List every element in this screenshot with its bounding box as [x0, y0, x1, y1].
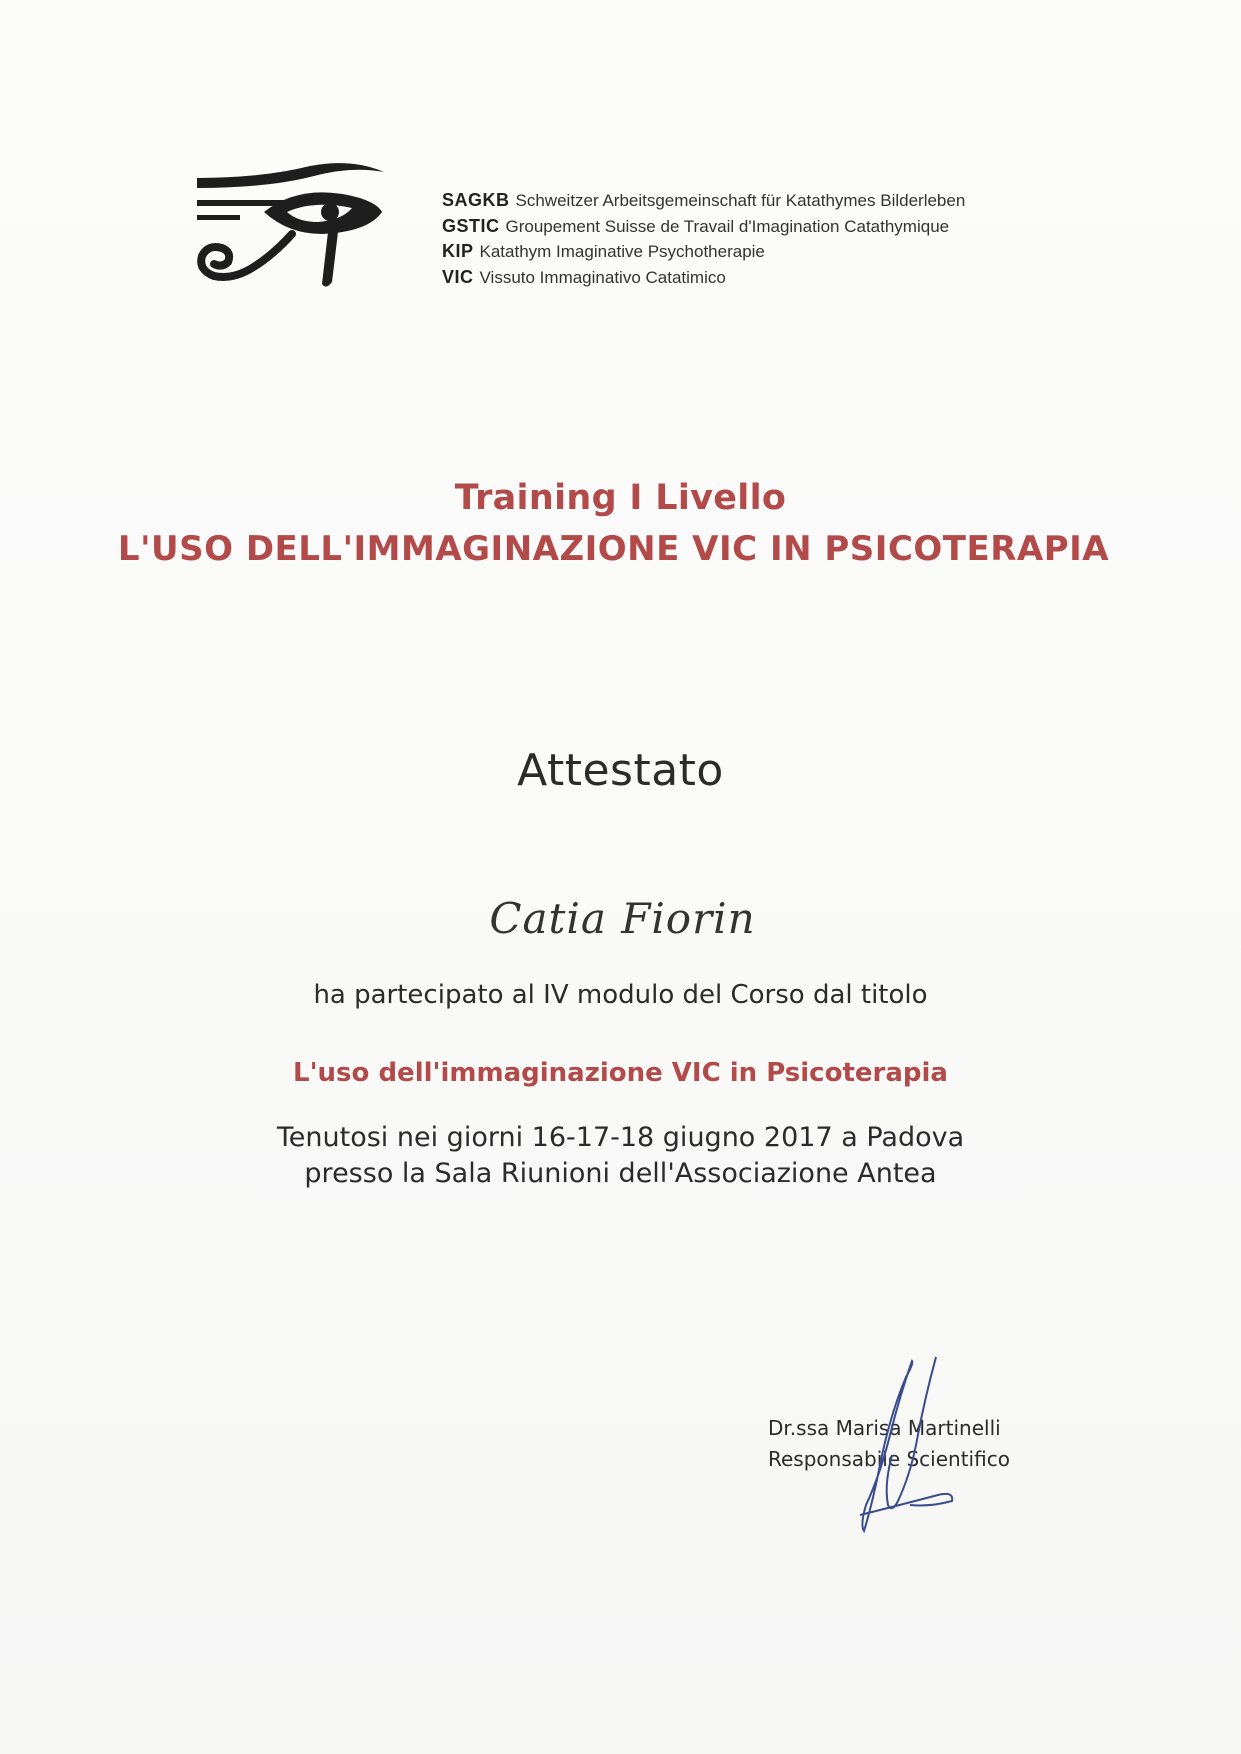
participation-statement: ha partecipato al IV modulo del Corso dal titolo	[313, 980, 928, 1010]
training-level-title: Training I Livello	[454, 478, 787, 518]
organization-acronym: SAGKB	[442, 190, 510, 210]
eye-of-horus-icon	[192, 160, 392, 305]
organization-acronym: KIP	[442, 241, 474, 261]
organization-acronym: VIC	[442, 266, 474, 287]
organization-row	[442, 214, 1092, 240]
certificate-title	[0, 474, 1241, 576]
organization-name: Groupement Suisse de Travail d'Imagination Catathymique	[505, 216, 950, 236]
organization-row	[442, 188, 1092, 214]
event-venue: presso la Sala Riunioni dell'Associazione Antea	[304, 1158, 937, 1189]
organization-name: Katathym Imaginative Psychotherapie	[479, 242, 765, 261]
organization-row	[442, 239, 1092, 265]
signatory-name: Dr.ssa Marisa Martinelli	[768, 1416, 1001, 1440]
signatory-role: Responsabile Scientifico	[768, 1447, 1010, 1471]
recipient-name: Catia Fiorin	[489, 894, 756, 943]
organizations-list	[442, 188, 1092, 290]
signatory-block	[768, 1413, 1010, 1475]
course-title: L'uso dell'immaginazione VIC in Psicoterapia	[293, 1058, 948, 1088]
event-details	[0, 1120, 1241, 1192]
certificate-heading: Attestato	[517, 745, 724, 796]
course-main-title: L'USO DELL'IMMAGINAZIONE VIC IN PSICOTERAPIA	[117, 529, 1110, 569]
organization-name: Vissuto Immaginativo Catatimico	[479, 267, 726, 287]
event-dates-location: Tenutosi nei giorni 16-17-18 giugno 2017 a Padova	[276, 1122, 965, 1153]
organization-row	[442, 265, 1092, 291]
organization-acronym: GSTIC	[442, 215, 500, 236]
organization-name: Schweitzer Arbeitsgemeinschaft für Katathymes Bilderleben	[515, 191, 966, 210]
